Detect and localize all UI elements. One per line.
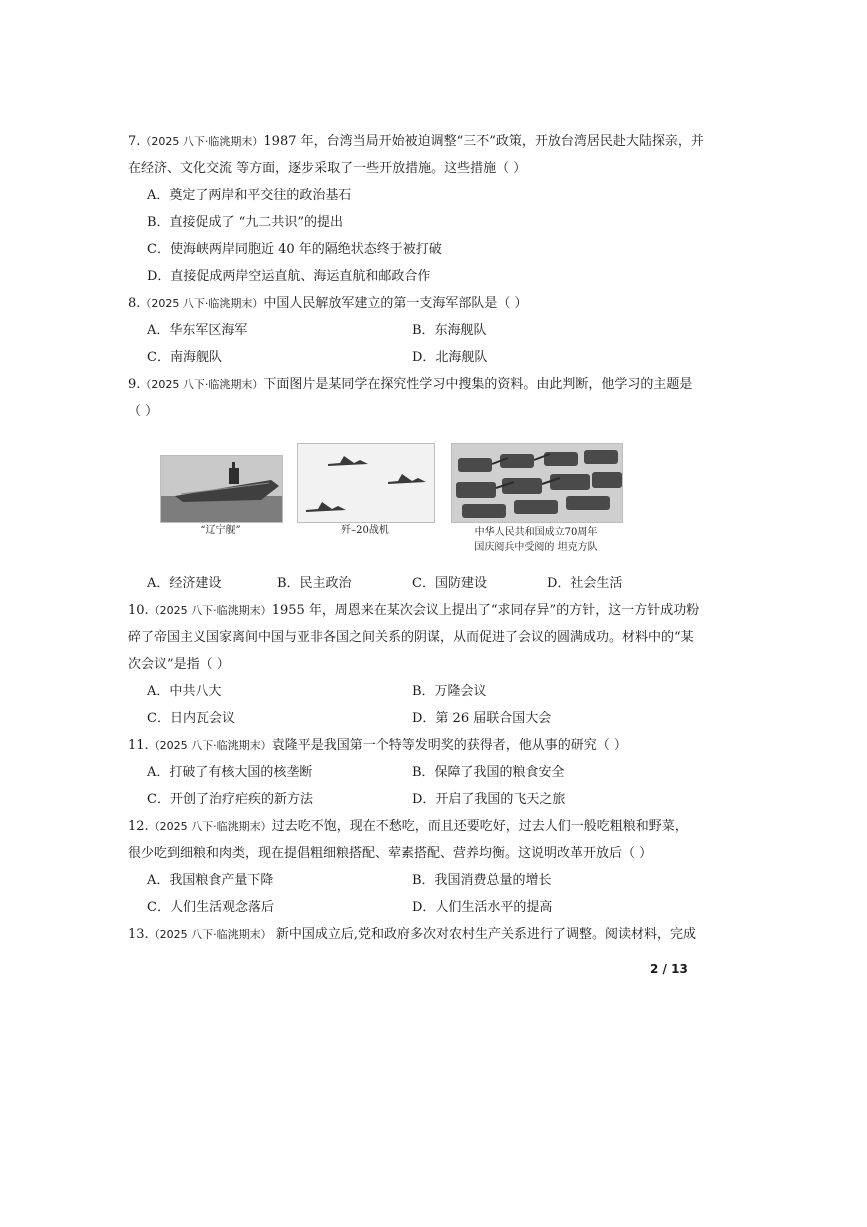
- question-7-line-2: 在经济、文化交流 等方面，逐步采取了一些开放措施。这些措施（ ）: [128, 161, 527, 176]
- aircraft-carrier-photo: [160, 455, 283, 523]
- question-source: （2025 八下·临洮期末）: [148, 928, 272, 941]
- question-9-line-2: （ ）: [128, 404, 159, 419]
- page-number: 2 / 13: [650, 962, 688, 976]
- question-source: （2025 八下·临洮期末）: [140, 378, 264, 391]
- option-b: B．保障了我国的粮食安全: [412, 765, 565, 780]
- option-d: D．直接促成两岸空运直航、海运直航和邮政合作: [147, 269, 431, 284]
- question-9-line-1: 9.（2025 八下·临洮期末）下面图片是某同学在探究性学习中搜集的资料。由此判断，他学习的主题是: [128, 377, 693, 392]
- option-a: A．华东军区海军: [147, 323, 248, 338]
- question-10-line-3: 次会议”是指（ ）: [128, 657, 230, 672]
- option-c: C．人们生活观念落后: [147, 900, 274, 915]
- question-7-line-1: 7.（2025 八下·临洮期末）1987 年，台湾当局开始被迫调整“三不”政策，开放台湾居民赴大陆探亲，并: [128, 134, 704, 149]
- question-13-line-1: 13.（2025 八下·临洮期末） 新中国成立后,党和政府多次对农村生产关系进行了调整。阅读材料，完成: [128, 927, 696, 942]
- question-source: （2025 八下·临洮期末）: [148, 820, 272, 833]
- tank-caption-line-1: 中华人民共和国成立70周年: [474, 527, 598, 538]
- question-source: （2025 八下·临洮期末）: [148, 604, 272, 617]
- option-d: D．社会生活: [547, 576, 623, 591]
- option-b: B．东海舰队: [412, 323, 487, 338]
- jets-caption: 歼–20战机: [341, 525, 389, 536]
- option-a: A．中共八大: [147, 684, 222, 699]
- option-c: C．南海舰队: [147, 350, 222, 365]
- option-d: D．人们生活水平的提高: [412, 900, 553, 915]
- option-c: C．开创了治疗疟疾的新方法: [147, 792, 313, 807]
- tank-formation-photo: [451, 443, 623, 523]
- question-source: （2025 八下·临洮期末）: [140, 135, 264, 148]
- option-a: A．打破了有核大国的核垄断: [147, 765, 313, 780]
- option-a: A．我国粮食产量下降: [147, 873, 274, 888]
- carrier-caption: “辽宁舰”: [200, 525, 241, 536]
- option-d: D．第 26 届联合国大会: [412, 711, 552, 726]
- fighter-jets-photo: [297, 443, 435, 523]
- option-c: C．日内瓦会议: [147, 711, 235, 726]
- question-11-line-1: 11.（2025 八下·临洮期末）袁隆平是我国第一个特等发明奖的获得者，他从事的研究（ ）: [128, 738, 627, 753]
- option-d: D．北海舰队: [412, 350, 488, 365]
- tank-caption-line-2: 国庆阅兵中受阅的 坦克方队: [474, 542, 598, 553]
- question-10-line-2: 碎了帝国主义国家离间中国与亚非各国之间关系的阴谋，从而促进了会议的圆满成功。材料中的“某: [128, 630, 694, 645]
- question-source: （2025 八下·临洮期末）: [148, 739, 272, 752]
- option-c: C．国防建设: [412, 576, 487, 591]
- option-c: C．使海峡两岸同胞近 40 年的隔绝状态终于被打破: [147, 242, 442, 257]
- option-b: B．直接促成了 “九二共识”的提出: [147, 215, 343, 230]
- question-12-line-2: 很少吃到细粮和肉类，现在提倡粗细粮搭配、荤素搭配、营养均衡。这说明改革开放后（ ）: [128, 846, 653, 861]
- question-8-line-1: 8.（2025 八下·临洮期末）中国人民解放军建立的第一支海军部队是（ ）: [128, 296, 528, 311]
- question-source: （2025 八下·临洮期末）: [140, 297, 264, 310]
- option-b: B．万隆会议: [412, 684, 487, 699]
- option-a: A．奠定了两岸和平交往的政治基石: [147, 188, 352, 203]
- option-a: A．经济建设: [147, 576, 222, 591]
- option-d: D．开启了我国的飞天之旅: [412, 792, 566, 807]
- option-b: B．我国消费总量的增长: [412, 873, 552, 888]
- option-b: B．民主政治: [277, 576, 352, 591]
- question-12-line-1: 12.（2025 八下·临洮期末）过去吃不饱，现在不愁吃，而且还要吃好，过去人们一般吃粗粮和野菜，: [128, 819, 688, 834]
- question-10-line-1: 10.（2025 八下·临洮期末）1955 年，周恩来在某次会议上提出了“求同存异”的方针，这一方针成功粉: [128, 603, 700, 618]
